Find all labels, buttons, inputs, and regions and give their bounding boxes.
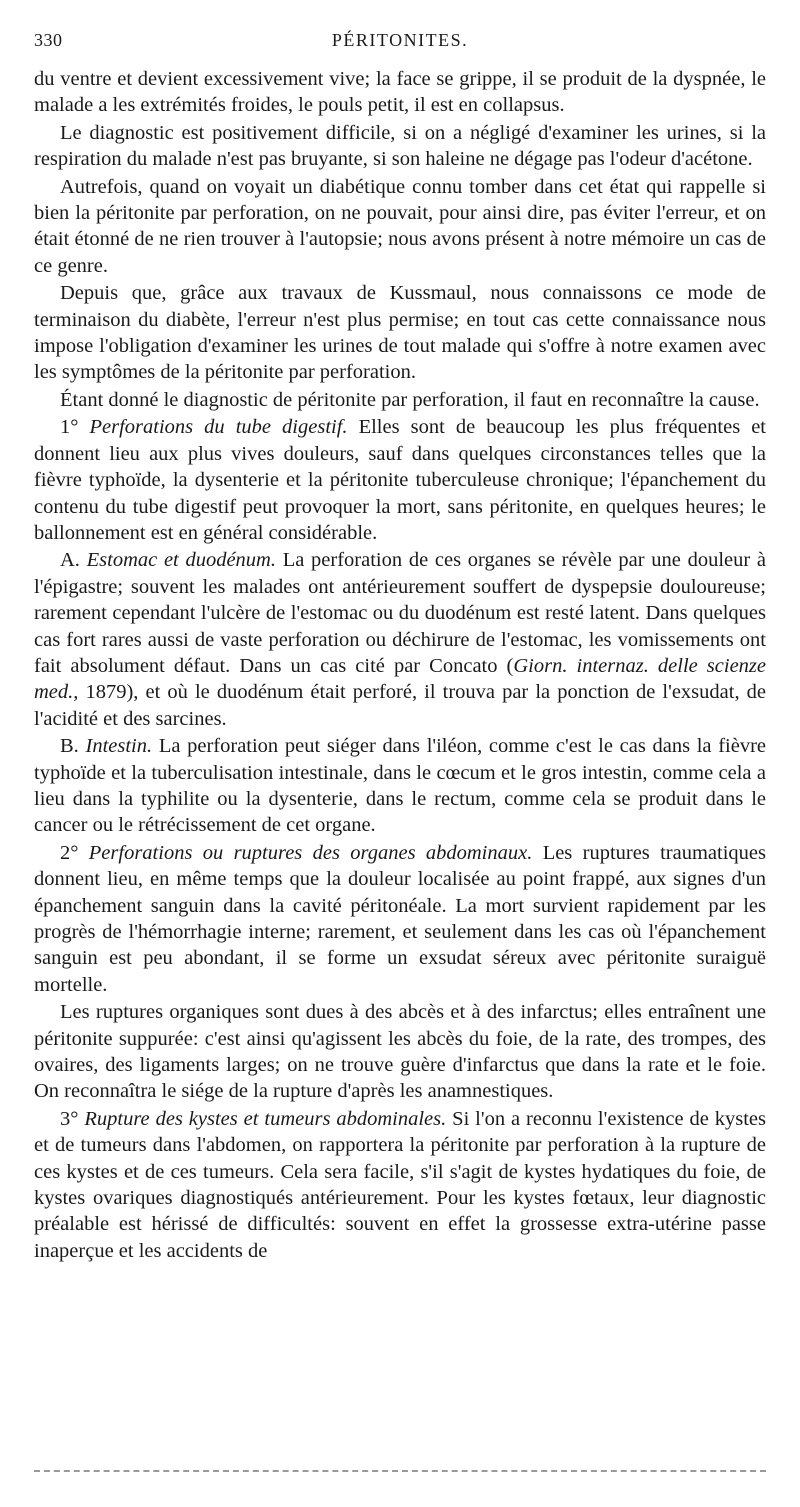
paragraph	[34, 387, 766, 413]
section-paragraph	[34, 733, 766, 839]
paragraph-text: Les ruptures organiques sont dues à des abcès et à des infarctus; elles entraînent une péritonite suppurée: c'est ainsi qu'agissent les abcès du foie, de la rate, des trompes, des ovaires, des ligaments larges; on ne trouve guère d'infarctus que dans la rate et le foie. On reconnaîtra le siége de la rupture d'après les anamnestiques.	[34, 1001, 766, 1103]
paragraph	[34, 280, 766, 386]
paragraph-text: Étant donné le diagnostic de péritonite par perforation, il faut en reconnaître la cause.	[60, 388, 760, 411]
paragraph	[34, 999, 766, 1105]
section-paragraph	[34, 840, 766, 998]
paragraph-text-continued: , 1879), et où le duodénum était perforé, il trouva par la ponction de l'exsudat, de l'acidité et des sarcines.	[34, 681, 766, 730]
paragraph-text: Les ruptures traumatiques donnent lieu, en même temps que la douleur localisée au point frappé, aux signes d'un épanchement sanguin dans la cavité péritonéale. La mort survient rapidement par les progrès de l'hémorrhagie interne; rarement, et seulement dans les cas où l'épanchement sanguin est peu abondant, il se forme un exsudat séreux avec péritonite suraiguë mortelle.	[34, 841, 766, 996]
section-number: 3°	[60, 1107, 79, 1130]
paragraph	[34, 66, 766, 119]
paragraph-text: La perforation de ces organes se révèle par une douleur à l'épigastre; souvent les malades ont antérieurement souffert de dyspepsie douloureuse; rarement cependant l'ulcère de l'estomac ou du duodénum est resté latent. Dans quelques cas fort rares aussi de vaste perforation ou déchirure de l'estomac, les vomissements ont fait absolument défaut. Dans un cas cité par Concato (	[34, 549, 767, 677]
citation-title: Giorn. internaz. delle scienze med.	[34, 654, 766, 704]
footer-rule	[34, 1470, 766, 1472]
section-paragraph	[34, 414, 766, 546]
paragraph-text: du ventre et devient excessivement vive; la face se grippe, il se produit de la dyspnée, le malade a les extrémités froides, le pouls petit, il est en collapsus.	[34, 68, 766, 117]
section-heading: Perforations ou ruptures des organes abdominaux.	[88, 841, 533, 864]
paragraph-text: La perforation peut siéger dans l'iléon, comme c'est le cas dans la fièvre typhoïde et la tuberculisation intestinale, dans le cœcum et le gros intestin, comme cela a lieu dans la typhilite ou la dysenterie, dans le rectum, comme cela se produit dans le cancer ou le rétrécissement de cet organe.	[34, 735, 767, 837]
section-paragraph	[34, 1106, 766, 1264]
section-number: 2°	[60, 841, 79, 864]
section-heading: Estomac et duodénum.	[86, 549, 276, 572]
body-text	[34, 66, 766, 1265]
paragraph	[34, 174, 766, 280]
section-paragraph	[34, 547, 766, 732]
paragraph-text: Le diagnostic est positivement difficile, si on a négligé d'examiner les urines, si la respiration du malade n'est pas bruyante, si son haleine ne dégage pas l'odeur d'acétone.	[34, 121, 766, 171]
paragraph-text: Autrefois, quand on voyait un diabétique connu tomber dans cet état qui rappelle si bien la péritonite par perforation, on ne pouvait, pour ainsi dire, pas éviter l'erreur, et on était étonné de ne rien trouver à l'autopsie; nous avons présent à notre mémoire un cas de ce genre.	[34, 175, 766, 277]
paragraph-text: Si l'on a reconnu l'existence de kystes et de tumeurs dans l'abdomen, on rapportera la péritonite par perforation à la rupture de ces kystes et de ces tumeurs. Cela sera facile, s'il s'agit de kystes hydatiques du foie, de kystes ovariques diagnostiqués antérieurement. Pour les kystes fœtaux, leur diagnostic préalable est hérissé de difficultés: souvent en effet la grossesse extra-utérine passe inaperçue et les accidents de	[34, 1107, 767, 1262]
section-heading: Rupture des kystes et tumeurs abdominales.	[84, 1107, 447, 1130]
section-heading: Perforations du tube digestif.	[89, 416, 348, 439]
section-number: 1°	[60, 416, 79, 439]
page-header	[34, 30, 766, 58]
page-number: 330	[34, 30, 63, 50]
section-letter: A.	[60, 549, 80, 572]
running-title: PÉRITONITES.	[331, 30, 469, 50]
section-heading: Intestin.	[85, 735, 153, 758]
paragraph	[34, 120, 766, 173]
paragraph-text: Elles sont de beaucoup les plus fréquentes et donnent lieu aux plus vives douleurs, sauf dans quelques circonstances telles que la fièvre typhoïde, la dysenterie et la péritonite tuberculeuse chronique; l'épanchement du contenu du tube digestif peut provoquer la mort, sans péritonite, en quelques heures; le ballonnement est en général considérable.	[34, 416, 767, 544]
section-letter: B.	[60, 735, 79, 758]
paragraph-text: Depuis que, grâce aux travaux de Kussmaul, nous connaissons ce mode de terminaison du diabète, l'erreur n'est plus permise; en tout cas cette connaissance nous impose l'obligation d'examiner les urines de tout malade qui s'offre à notre examen avec les symptômes de la péritonite par perforation.	[34, 282, 766, 384]
